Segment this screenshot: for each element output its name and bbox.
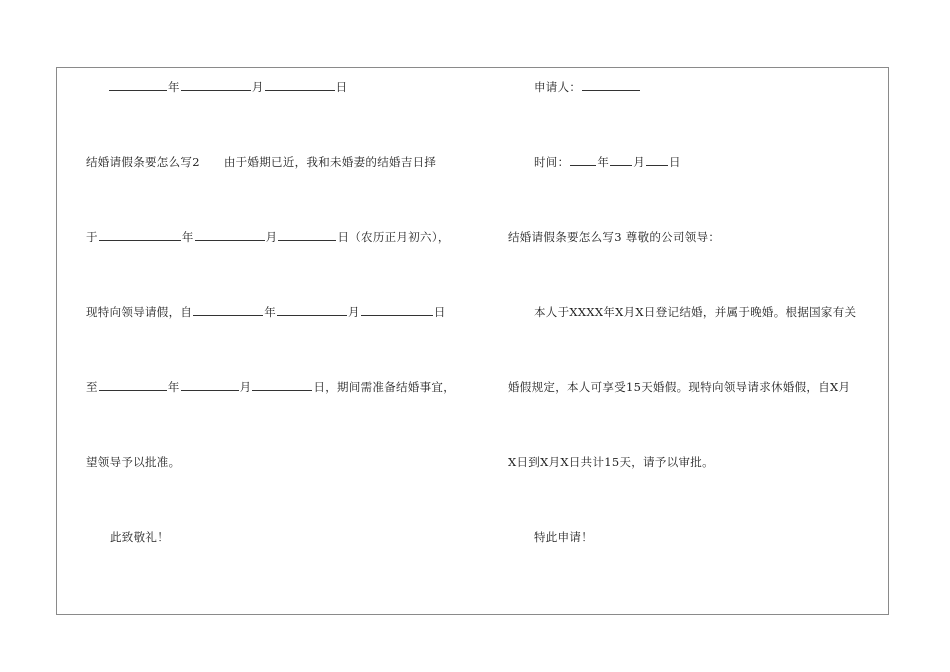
year-label: 年 bbox=[597, 155, 610, 169]
month-label: 月 bbox=[633, 155, 646, 169]
body-line-2: 婚假规定，本人可享受15天婚假。现特向领导请求休婚假，自X月 bbox=[508, 380, 851, 394]
year-blank bbox=[99, 380, 167, 391]
year-label: 年 bbox=[264, 305, 277, 319]
request-prefix: 现特向领导请假，自 bbox=[86, 305, 193, 319]
date-fill-line bbox=[108, 80, 347, 94]
section-2-body-start: 由于婚期已近，我和未婚妻的结婚吉日择 bbox=[223, 155, 437, 169]
day-label: 日 bbox=[335, 80, 348, 94]
closing-request: 特此申请！ bbox=[534, 530, 593, 544]
year-blank bbox=[193, 305, 263, 316]
month-label: 月 bbox=[239, 380, 252, 394]
year-label: 年 bbox=[167, 380, 180, 394]
lunar-date-text: 日（农历正月初六）， bbox=[337, 230, 450, 244]
day-label: 日 bbox=[433, 305, 446, 319]
day-label: 日 bbox=[669, 155, 681, 169]
closing-salutation: 此致敬礼！ bbox=[110, 530, 169, 544]
until-prefix: 至 bbox=[86, 380, 98, 394]
section-3-heading: 结婚请假条要怎么写3 尊敬的公司领导： bbox=[508, 230, 721, 244]
body-line-3: X日到X月X日共计15天，请予以审批。 bbox=[508, 455, 714, 469]
applicant-label: 申请人： bbox=[534, 80, 582, 94]
day-blank bbox=[252, 380, 312, 391]
request-line bbox=[86, 305, 446, 319]
year-blank bbox=[99, 230, 181, 241]
yu-label: 于 bbox=[86, 230, 98, 244]
time-line bbox=[534, 155, 681, 169]
year-label: 年 bbox=[181, 230, 194, 244]
day-blank bbox=[646, 155, 668, 166]
month-blank bbox=[181, 80, 251, 91]
day-blank bbox=[361, 305, 433, 316]
wedding-date-line bbox=[86, 230, 450, 244]
until-suffix: 日，期间需准备结婚事宜， bbox=[313, 380, 456, 394]
time-label: 时间： bbox=[534, 155, 570, 169]
month-blank bbox=[181, 380, 239, 391]
until-line bbox=[86, 380, 455, 394]
body-line-1: 本人于XXXX年X月X日登记结婚，并属于晚婚。根据国家有关 bbox=[534, 305, 857, 319]
day-blank bbox=[278, 230, 336, 241]
section-2-line bbox=[86, 155, 436, 169]
applicant-line bbox=[534, 80, 641, 94]
section-2-heading: 结婚请假条要怎么写2 bbox=[86, 155, 200, 169]
page-frame bbox=[56, 67, 889, 615]
applicant-blank bbox=[582, 80, 640, 91]
year-blank bbox=[109, 80, 167, 91]
year-blank bbox=[570, 155, 596, 166]
month-label: 月 bbox=[251, 80, 264, 94]
month-blank bbox=[277, 305, 347, 316]
month-blank bbox=[195, 230, 265, 241]
month-label: 月 bbox=[348, 305, 360, 319]
day-blank bbox=[265, 80, 335, 91]
hope-approve-line: 望领导予以批准。 bbox=[86, 455, 181, 469]
year-label: 年 bbox=[168, 80, 180, 94]
month-label: 月 bbox=[265, 230, 278, 244]
month-blank bbox=[610, 155, 632, 166]
